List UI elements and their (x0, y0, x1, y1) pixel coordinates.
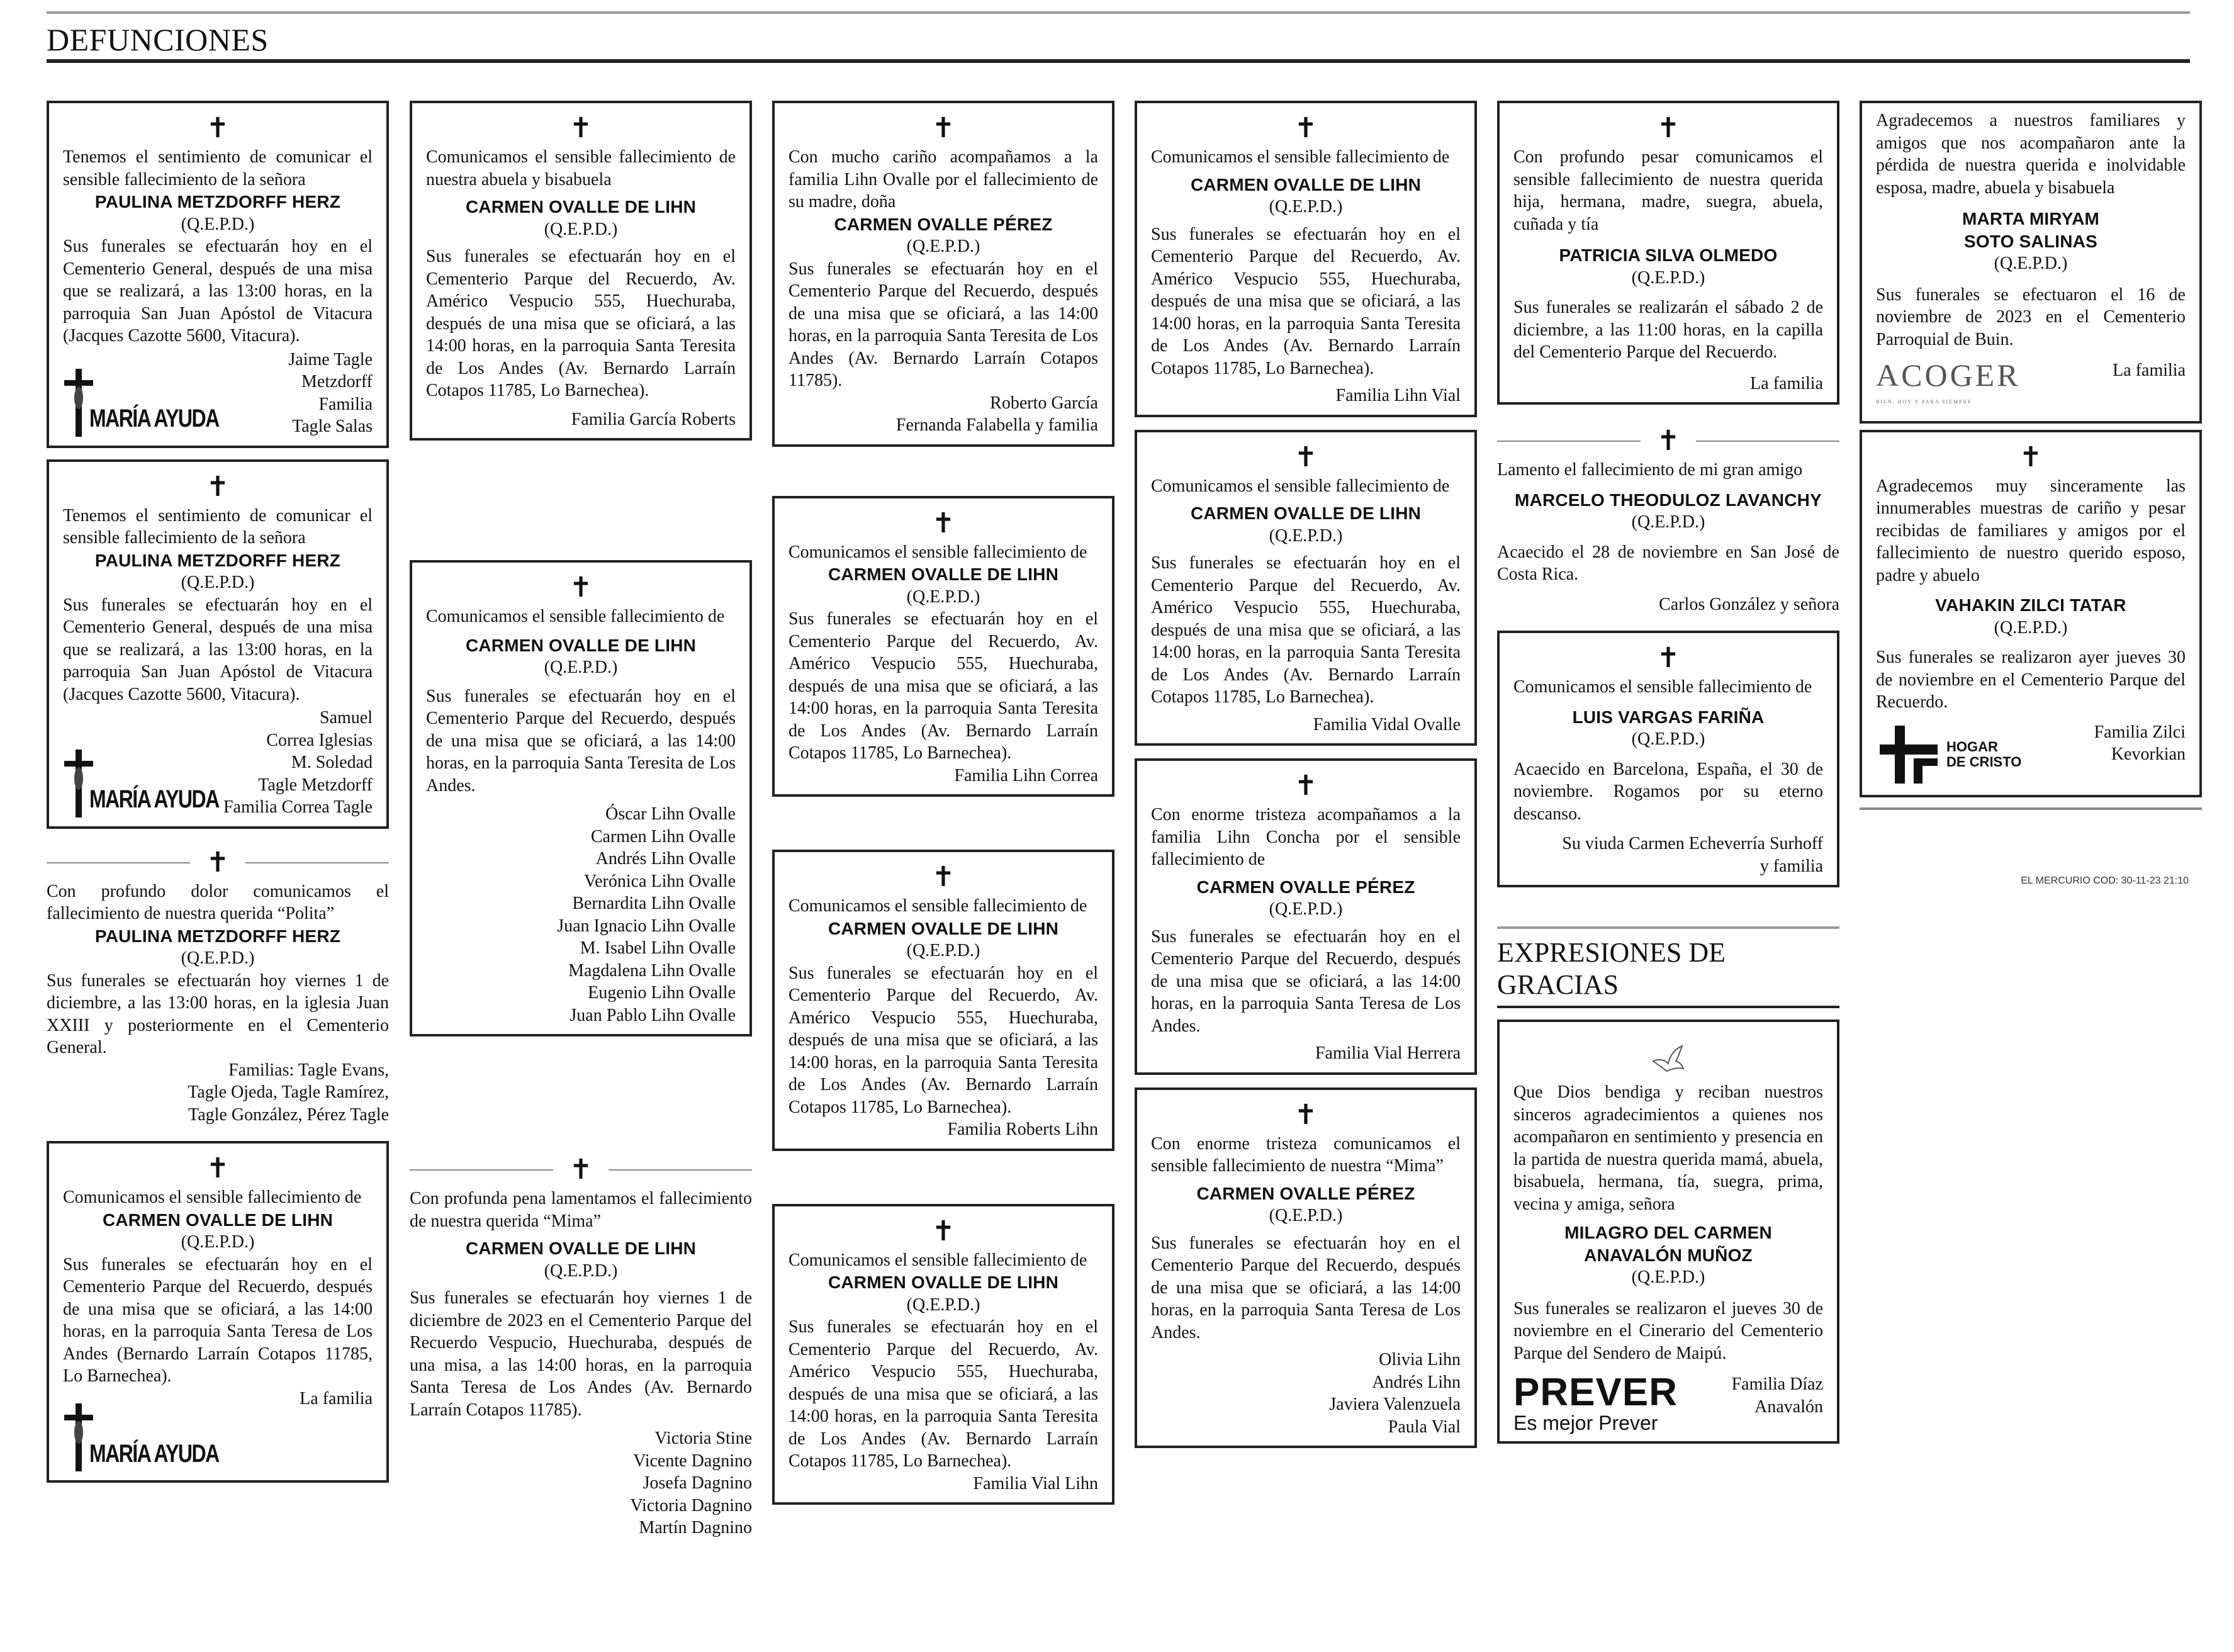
deceased-name: PATRICIA SILVA OLMEDO (1559, 245, 1778, 265)
deceased-name: CARMEN OVALLE DE LIHN (465, 635, 697, 655)
notice-card (1860, 101, 2202, 424)
notice-body: Sus funerales se efectuaron el 16 de noviembre de 2023 en el Cementerio Parroquial de Buin. (1876, 284, 2186, 349)
notice-intro: Que Dios bendiga y reciban nuestros sinceros agradecimientos a quienes nos acompañaron en sentimiento y presencia en la partida de nuestra querida mamá, abuela, bisabuela, hermana, tía, suegra, prima, vecina y amiga, señora (1513, 1082, 1823, 1214)
maria-ayuda-logo (63, 1407, 373, 1473)
notice-card (1135, 101, 1477, 417)
cross-icon: ✝ (569, 571, 593, 604)
deceased-name: CARMEN OVALLE DE LIHN (465, 197, 697, 216)
hogar-cross-icon (1876, 722, 1941, 787)
deceased-name: PAULINA METZDORFF HERZ (94, 926, 341, 946)
notice-card (47, 101, 389, 448)
signature-line: Anavalón (1754, 1396, 1823, 1417)
signature-line: M. Soledad (291, 753, 373, 772)
deceased-name: CARMEN OVALLE DE LIHN (465, 1239, 697, 1258)
qepd-label: (Q.E.P.D.) (1631, 512, 1705, 532)
notice-card (1135, 758, 1477, 1075)
signature-line: Tagle Salas (292, 417, 373, 436)
signature-line: Bernardita Lihn Ovalle (572, 894, 736, 913)
qepd-label: (Q.E.P.D.) (181, 948, 255, 968)
section-header (1497, 926, 1839, 1008)
signature-line: Familia Díaz (1731, 1374, 1823, 1394)
qepd-label: (Q.E.P.D.) (544, 1261, 618, 1281)
notice-card (410, 560, 752, 1037)
dove-icon (1651, 1042, 1686, 1075)
signature-line: Familias: Tagle Evans, (228, 1060, 389, 1080)
deceased-name: VAHAKIN ZILCI TATAR (1935, 595, 2126, 615)
deceased-name: CARMEN OVALLE DE LIHN (1190, 503, 1422, 523)
signature-line: Josefa Dagnino (643, 1473, 752, 1493)
notice-card (772, 496, 1114, 797)
signature-line: Paula Vial (1388, 1417, 1461, 1437)
qepd-label: (Q.E.P.D.) (1631, 729, 1705, 749)
signature-line: Roberto García (990, 393, 1098, 413)
notice-body: Sus funerales se efectuarán hoy en el Cementerio Parque del Recuerdo, Av. Américo Vespucio 555, Huechuraba, después de una misa que se oficiará, a las 14:00 horas, en la parroquia Santa Teresita de Los Andes (Av. Bernardo Larraín Cotapos 11785, Lo Barnechea). (789, 963, 1098, 1117)
column-4 (1135, 101, 1477, 1448)
notice-body: Sus funerales se efectuarán hoy en el Cementerio Parque del Recuerdo, Av. Américo Vespucio 555, Huechuraba, después de una misa que se oficiará, a las 14:00 horas, en la parroquia Santa Teresita de Los Andes (Av. Bernardo Larraín Cotapos 11785, Lo Barnechea). (789, 609, 1098, 763)
deceased-name: MARCELO THEODULOZ LAVANCHY (1515, 490, 1822, 510)
notice-body: Sus funerales se efectuarán hoy en el Cementerio General, después de una misa que se realizará, a las 13:00 horas, en la parroquia San Juan Apóstol de Vitacura (Jacques Cazotte 5600, Vitacura). (63, 595, 373, 704)
notice-card (1135, 1087, 1477, 1449)
notice-intro: Con mucho cariño acompañamos a la familia Lihn Ovalle por el fallecimiento de su madre, doña (789, 147, 1098, 211)
signature-line: Familia Vial Lihn (973, 1473, 1098, 1493)
signature-line: Olivia Lihn (1379, 1350, 1461, 1369)
notice-card (1135, 430, 1477, 746)
signature-line: La familia (1750, 373, 1823, 393)
notice-card (410, 101, 752, 441)
logo-tagline: BIEN, HOY Y PARA SIEMPRE (1876, 399, 1972, 405)
cross-icon: ✝ (931, 112, 955, 144)
notice-intro: Con profunda pena lamentamos el fallecimiento de nuestra querida “Mima” (410, 1189, 752, 1231)
qepd-label: (Q.E.P.D.) (1994, 617, 2068, 638)
deceased-name: PAULINA METZDORFF HERZ (94, 550, 341, 570)
signature-line: Familia Vidal Ovalle (1313, 714, 1461, 734)
cross-icon: ✝ (931, 507, 955, 539)
notice-body: Sus funerales se efectuarán hoy en el Cementerio Parque del Recuerdo, Av. Américo Vespucio 555, Huechuraba, después de una misa que se oficiará, a las 14:00 horas, en la parroquia Santa Teresita de Los Andes (Av. Bernardo Larraín Cotapos 11785, Lo Barnechea). (1151, 553, 1461, 707)
signature-line: Tagle Ojeda, Tagle Ramírez, (188, 1082, 389, 1102)
deceased-name: PAULINA METZDORFF HERZ (94, 192, 341, 211)
notice-card (47, 1141, 389, 1483)
deceased-name: CARMEN OVALLE DE LIHN (828, 565, 1059, 584)
qepd-label: (Q.E.P.D.) (1269, 197, 1343, 216)
signature-line: Victoria Dagnino (630, 1495, 752, 1515)
cross-icon: ✝ (1656, 112, 1680, 144)
signature-line: Samuel (320, 708, 373, 728)
qepd-label: (Q.E.P.D.) (906, 1295, 980, 1315)
deceased-name: CARMEN OVALLE DE LIHN (828, 918, 1059, 938)
notice-body: Acaecido el 28 de noviembre en San José de Costa Rica. (1497, 542, 1839, 584)
notice-body: Sus funerales se efectuarán hoy viernes 1 de diciembre, a las 13:00 horas, en la iglesia Juan XXIII y posteriormente en el Cementerio General. (47, 970, 389, 1057)
signature-line: Martín Dagnino (639, 1518, 752, 1537)
signature-line: Carlos González y señora (1659, 594, 1839, 614)
qepd-label: (Q.E.P.D.) (1994, 254, 2068, 273)
signature-line: Óscar Lihn Ovalle (605, 804, 736, 824)
signature-line: Familia Zilci (2094, 722, 2186, 742)
cross-icon: ✝ (1656, 425, 1680, 457)
notice-intro: Comunicamos el sensible fallecimiento de (789, 1250, 1087, 1270)
signature-line: Magdalena Lihn Ovalle (568, 960, 736, 981)
notice-body: Sus funerales se efectuarán hoy en el Cementerio Parque del Recuerdo, después de una misa que se oficiará, a las 14:00 horas, en la parroquia Santa Teresa de Los Andes (Bernardo Larraín Cotapos 11785, Lo Barnechea). (63, 1254, 373, 1386)
signature-line: La familia (300, 1388, 373, 1408)
deceased-name-line: SOTO SALINAS (1964, 231, 2097, 251)
notice-body: Sus funerales se efectuarán hoy en el Cementerio Parque del Recuerdo, después de una misa que se oficiará, a las 14:00 horas, en la parroquia Santa Teresita de Los Andes (Av. Bernardo Larraín Cotapos 11785). (789, 259, 1098, 390)
qepd-label: (Q.E.P.D.) (1631, 1267, 1705, 1287)
signature-line: Metzdorff (301, 372, 373, 391)
notice-intro: Con profundo dolor comunicamos el fallecimiento de nuestra querida “Polita” (47, 881, 389, 923)
qepd-label: (Q.E.P.D.) (906, 237, 980, 256)
notice-intro: Lamento el fallecimiento de mi gran amigo (1497, 460, 1803, 480)
print-code: EL MERCURIO COD: 30-11-23 21:10 (2021, 875, 2189, 886)
qepd-label: (Q.E.P.D.) (1631, 267, 1705, 288)
logo-text: DE CRISTO (1946, 753, 2022, 770)
logo-text: HOGAR (1946, 738, 1998, 755)
deceased-name-line: ANAVALÓN MUÑOZ (1584, 1245, 1753, 1265)
notice-body: Sus funerales se efectuarán hoy en el Cementerio General, después de una misa que se realizará, a las 13:00 horas, en la parroquia San Juan Apóstol de Vitacura (Jacques Cazotte 5600, Vitacura). (63, 237, 373, 346)
top-rule (47, 11, 2190, 14)
signature-line: Verónica Lihn Ovalle (583, 871, 736, 891)
deceased-name: CARMEN OVALLE PÉREZ (1196, 877, 1415, 897)
notice-body: Sus funerales se efectuarán hoy en el Cementerio Parque del Recuerdo, después de una misa que se oficiará, a las 14:00 horas, en la parroquia Santa Teresa de Los Andes. (1151, 926, 1461, 1036)
cross-icon: ✝ (206, 1152, 230, 1184)
notice-body: Sus funerales se realizarán el sábado 2 de diciembre, a las 11:00 horas, en la capilla del Cementerio Parque del Recuerdo. (1513, 298, 1823, 362)
signature-line: Su viuda Carmen Echeverría Surhoff (1562, 834, 1823, 853)
deceased-name-line: MARTA MIRYAM (1962, 209, 2100, 228)
maria-ayuda-logo (63, 748, 219, 819)
signature-line: Jaime Tagle (288, 349, 373, 369)
notice-body: Sus funerales se efectuarán hoy en el Cementerio Parque del Recuerdo, Av. Américo Vespucio 555, Huechuraba, después de una misa que se oficiará, a las 14:00 horas, en la parroquia Santa Teresita de Los Andes (Av. Bernardo Larraín Cotapos 11785, Lo Barnechea). (1151, 224, 1461, 378)
signature-line: Kevorkian (2111, 745, 2186, 764)
qepd-label: (Q.E.P.D.) (1269, 1206, 1343, 1225)
signature-line: Familia Lihn Correa (954, 765, 1098, 785)
signature-line: Familia Vial Herrera (1315, 1043, 1461, 1063)
title-rule (47, 59, 2190, 63)
logo-tagline: Es mejor Prever (1513, 1412, 1658, 1434)
deceased-name: LUIS VARGAS FARIÑA (1572, 707, 1765, 727)
notice-card (47, 459, 389, 829)
signature-line: La familia (2113, 361, 2186, 380)
column-5 (1497, 101, 1839, 1444)
signature-line: Tagle González, Pérez Tagle (188, 1104, 389, 1125)
signature-line: Vicente Dagnino (633, 1451, 752, 1471)
qepd-label: (Q.E.P.D.) (544, 219, 618, 239)
signature-line: Fernanda Falabella y familia (895, 415, 1098, 435)
signature-line: Juan Ignacio Lihn Ovalle (557, 916, 736, 936)
cross-icon: ✝ (206, 112, 230, 144)
cross-icon: ✝ (1656, 642, 1680, 674)
acoger-logo (1876, 359, 2021, 413)
qepd-label: (Q.E.P.D.) (906, 941, 980, 960)
signature-line: Javiera Valenzuela (1329, 1395, 1461, 1414)
notice-card (1497, 631, 1839, 887)
notice-intro: Agradecemos muy sinceramente las innumerables muestras de cariño y pesar recibidas de familiares y amigos por el fallecimiento de nuestro querido esposo, padre y abuelo (1876, 476, 2186, 585)
notice-intro: Comunicamos el sensible fallecimiento de (63, 1188, 362, 1207)
deceased-name: CARMEN OVALLE DE LIHN (828, 1273, 1059, 1292)
notice-intro: Comunicamos el sensible fallecimiento de (789, 896, 1087, 916)
cross-icon: ✝ (931, 861, 955, 893)
signature-line: Familia García Roberts (571, 409, 736, 429)
qepd-label: (Q.E.P.D.) (1269, 525, 1343, 546)
notice-intro: Comunicamos el sensible fallecimiento de (789, 542, 1087, 562)
qepd-label: (Q.E.P.D.) (1269, 899, 1343, 919)
signature-line: Familia Correa Tagle (223, 797, 373, 817)
column-6 (1860, 101, 2202, 810)
notice-body: Sus funerales se realizaron ayer jueves 30 de noviembre en el Cementerio Parque del Recuerdo. (1876, 648, 2186, 712)
qepd-label: (Q.E.P.D.) (906, 587, 980, 607)
cross-icon: ✝ (1294, 770, 1318, 802)
notice-card (1497, 1020, 1839, 1444)
qepd-label: (Q.E.P.D.) (181, 573, 255, 592)
logo-text: MARÍA AYUDA (89, 1439, 219, 1468)
notice-body: Sus funerales se efectuarán hoy en el Cementerio Parque del Recuerdo, después de una misa que se oficiará, a las 14:00 horas, en la parroquia Santa Teresa de Los Andes. (1151, 1233, 1461, 1342)
notice-card (1497, 101, 1839, 405)
signature-line: Andrés Lihn Ovalle (595, 849, 736, 868)
notice-intro: Comunicamos el sensible fallecimiento de (1151, 476, 1450, 496)
notice-body: Sus funerales se efectuarán hoy viernes 1 de diciembre de 2023 en el Cementerio Parque del Recuerdo Vespucio, Huechuraba, después de una misa, a las 14:00 horas, en la parroquia Santa Teresa de Los Andes (Av. Bernardo Larraín Cotapos 11785). (410, 1288, 752, 1420)
notice-intro: Con enorme tristeza acompañamos a la familia Lihn Concha por el sensible fallecimiento de (1151, 805, 1461, 869)
signature-line: Juan Pablo Lihn Ovalle (570, 1005, 736, 1025)
deceased-name: CARMEN OVALLE PÉREZ (1196, 1183, 1415, 1203)
column-1 (47, 101, 389, 1483)
qepd-label: (Q.E.P.D.) (181, 1232, 255, 1252)
cross-icon: ✝ (1294, 441, 1318, 473)
deceased-name: CARMEN OVALLE PÉREZ (834, 214, 1053, 234)
deceased-name: CARMEN OVALLE DE LIHN (102, 1210, 334, 1230)
notice-intro: Comunicamos el sensible fallecimiento de (1513, 677, 1812, 697)
cross-icon: ✝ (2019, 441, 2043, 473)
logo-text: MARÍA AYUDA (89, 403, 219, 432)
cross-icon: ✝ (206, 470, 230, 503)
cross-icon: ✝ (569, 112, 593, 144)
notice-intro: Comunicamos el sensible fallecimiento de (1151, 147, 1450, 167)
logo-text: PREVER (1513, 1371, 1678, 1414)
notice-intro: Comunicamos el sensible fallecimiento de (426, 607, 725, 626)
logo-text: ACOGER (1876, 357, 2021, 393)
signature-line: Familia (318, 394, 373, 414)
signature-line: Victoria Stine (654, 1429, 752, 1448)
cross-icon: ✝ (569, 1154, 593, 1186)
signature-line: Eugenio Lihn Ovalle (588, 983, 736, 1003)
notice-body: Sus funerales se efectuarán hoy en el Cementerio Parque del Recuerdo, después de una misa que se oficiará, a las 14:00 horas, en la parroquia Santa Teresita de Los Andes. (426, 686, 736, 795)
signature-line: Andrés Lihn (1372, 1372, 1461, 1392)
notice-body: Acaecido en Barcelona, España, el 30 de noviembre. Rogamos por su eterno descanso. (1513, 759, 1823, 824)
notice-card (772, 1204, 1114, 1505)
notice-card (772, 101, 1114, 447)
prever-logo (1513, 1373, 1678, 1434)
logo-text: MARÍA AYUDA (89, 784, 219, 813)
cross-icon: ✝ (931, 1215, 955, 1247)
notice-intro: Comunicamos el sensible fallecimiento de nuestra abuela y bisabuela (426, 147, 736, 189)
notice-body: Sus funerales se realizaron el jueves 30 de noviembre en el Cinerario del Cementerio Parque del Sendero de Maipú. (1513, 1298, 1823, 1363)
signature-line: Tagle Metzdorff (258, 775, 373, 795)
qepd-label: (Q.E.P.D.) (181, 214, 255, 234)
column-3 (772, 101, 1114, 1505)
page-title: DEFUNCIONES (47, 22, 269, 57)
notice-card (47, 838, 389, 1130)
notice-card (1860, 430, 2202, 797)
cross-icon: ✝ (1294, 112, 1318, 144)
notice-body: Sus funerales se efectuarán hoy en el Cementerio Parque del Recuerdo, Av. Américo Vespucio 555, Huechuraba, después de una misa que se oficiará, a las 14:00 horas, en la parroquia Santa Teresita de Los Andes (Av. Bernardo Larraín Cotapos 11785, Lo Barnechea). (789, 1317, 1098, 1471)
signature-line: M. Isabel Lihn Ovalle (580, 938, 736, 958)
notice-intro: Con enorme tristeza comunicamos el sensible fallecimiento de nuestra “Mima” (1151, 1133, 1461, 1176)
column-2 (410, 101, 752, 1543)
signature-line: y familia (1760, 856, 1823, 876)
signature-line: Carmen Lihn Ovalle (590, 826, 736, 846)
cross-icon: ✝ (1294, 1098, 1318, 1131)
signature-line: Familia Lihn Vial (1335, 386, 1461, 405)
cross-icon: ✝ (206, 846, 230, 879)
signature-line: Familia Roberts Lihn (947, 1120, 1098, 1139)
notice-card (410, 1145, 752, 1543)
notice-card (772, 850, 1114, 1151)
notice-intro: Tenemos el sentimiento de comunicar el sensible fallecimiento de la señora (63, 505, 373, 548)
qepd-label: (Q.E.P.D.) (544, 658, 618, 677)
maria-ayuda-logo (63, 368, 219, 438)
column-end-rule (1860, 807, 2202, 810)
notice-intro: Con profundo pesar comunicamos el sensible fallecimiento de nuestra querida hija, hermana, madre, suegra, abuela, cuñada y tía (1513, 147, 1823, 234)
notice-body: Sus funerales se efectuarán hoy en el Cementerio Parque del Recuerdo, Av. Américo Vespucio 555, Huechuraba, después de una misa que se oficiará, a las 14:00 horas, en la parroquia Santa Teresita de Los Andes (Av. Bernardo Larraín Cotapos 11785, Lo Barnechea). (426, 247, 736, 400)
notice-intro: Tenemos el sentimiento de comunicar el sensible fallecimiento de la señora (63, 147, 373, 189)
deceased-name-line: MILAGRO DEL CARMEN (1564, 1223, 1772, 1242)
section-title: EXPRESIONES DE GRACIAS (1497, 937, 1726, 1000)
signature-line: Correa Iglesias (266, 730, 373, 750)
deceased-name: CARMEN OVALLE DE LIHN (1190, 174, 1422, 194)
notice-intro: Agradecemos a nuestros familiares y amigos que nos acompañaron ante la pérdida de nuestra querida e inolvidable esposa, madre, abuela y bisabuela (1876, 111, 2186, 198)
notice-card (1497, 416, 1839, 619)
